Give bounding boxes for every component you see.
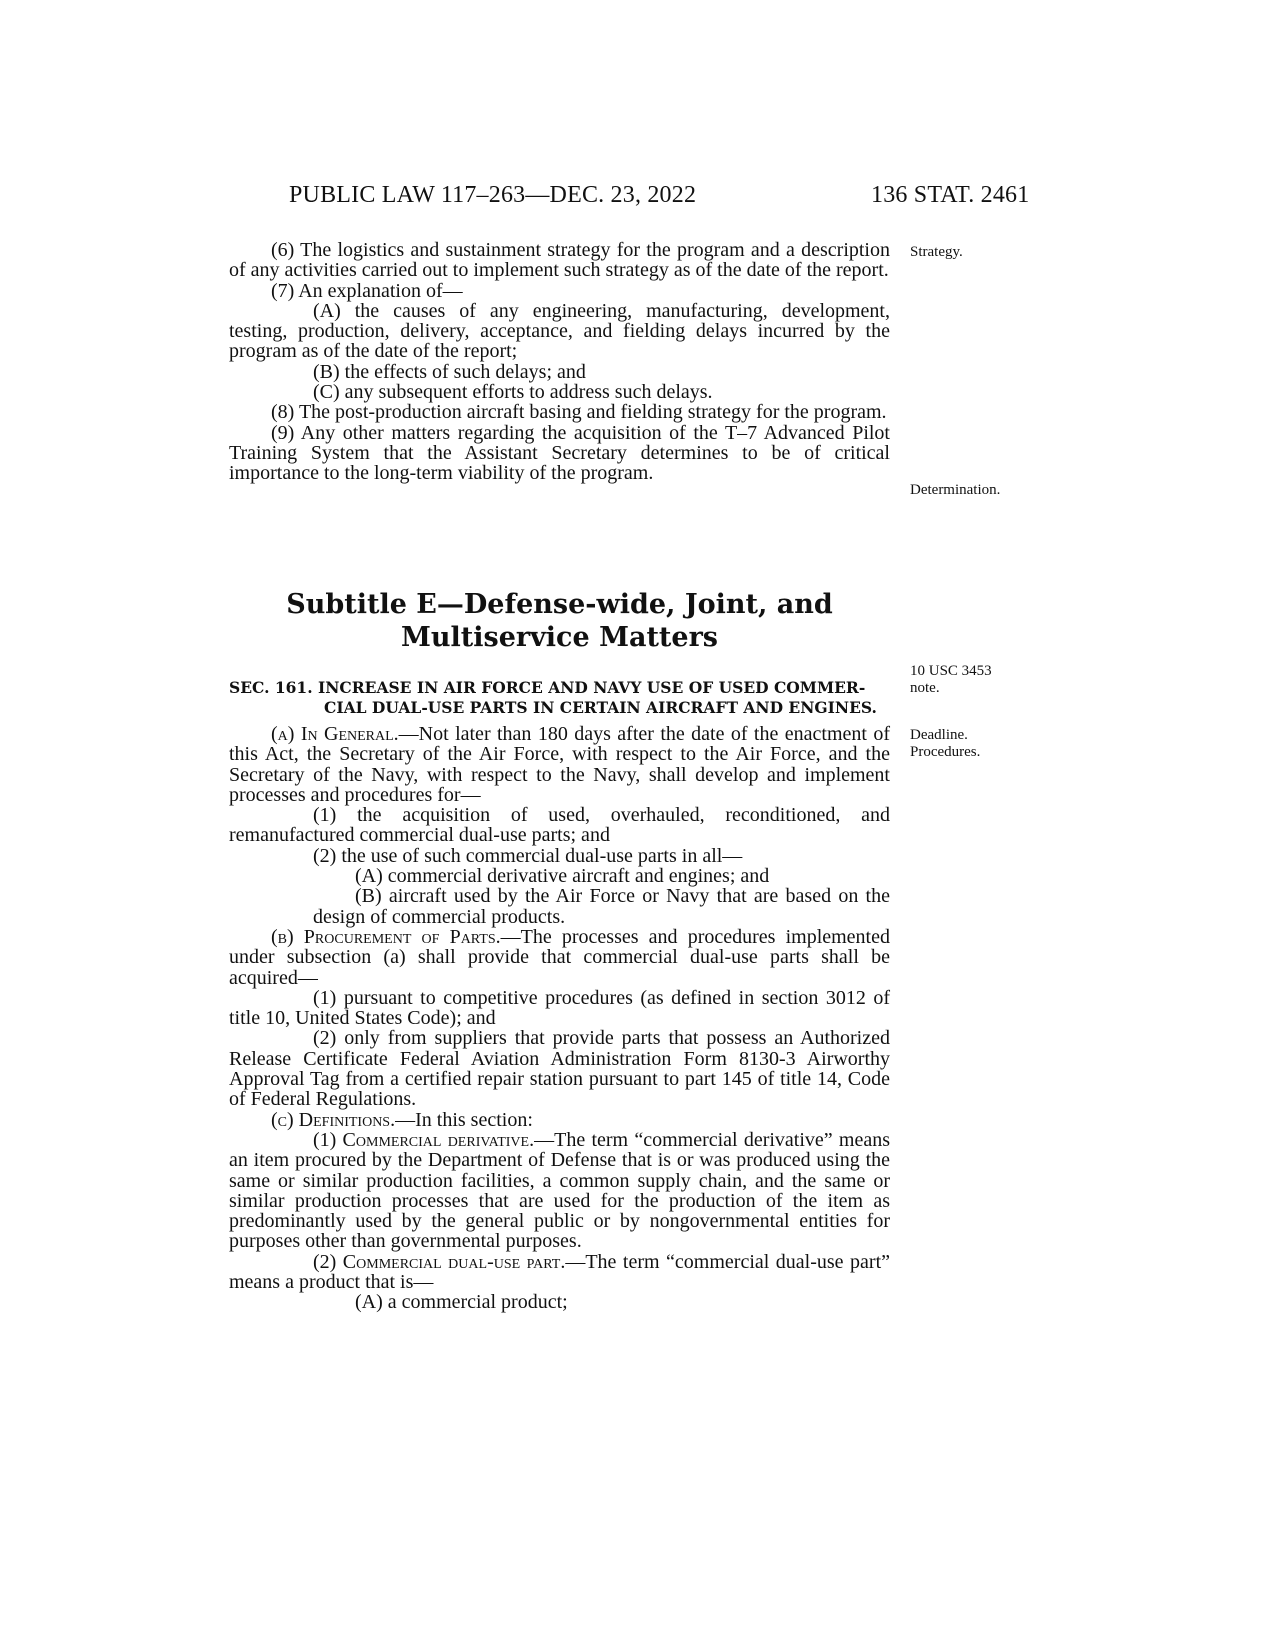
margin-note-usc <box>910 663 992 696</box>
paragraph-6: (6) The logistics and sustainment strategy for the program and a description of any activities carried out to implement such strategy as of the date of the report. <box>229 239 890 282</box>
subsection-a-label: (a) In General. <box>271 723 399 745</box>
paragraph-7c: (C) any subsequent efforts to address such delays. <box>313 381 713 404</box>
definition-c1-text: —The term “commercial derivative” means an item procured by the Department of Defense that is or was produced using the same or similar production facilities, a common supply chain, and the same or similar production processes that are used for the production of the item as predominantly used by the general public or by nongovernmental entities for purposes other than governmental purposes. <box>229 1128 891 1253</box>
subsection-a-text: —Not later than 180 days after the date of the enactment of this Act, the Secretary of the Air Force, with respect to the Air Force, and the Secretary of the Navy, with respect to the Navy, shall develop and implement processes and procedures for— <box>229 723 891 806</box>
subsection-c <box>229 1110 890 1130</box>
paragraph-7: (7) An explanation of— <box>271 279 463 302</box>
section-body <box>229 724 890 1313</box>
statute-page-number: 136 STAT. 2461 <box>871 182 1030 208</box>
section-heading-line-1: SEC. 161. INCREASE IN AIR FORCE AND NAVY USE OF USED COMMER- <box>229 678 866 697</box>
paragraph-9: (9) Any other matters regarding the acquisition of the T–7 Advanced Pilot Training System that the Assistant Secretary determines to be of critical importance to the long-term viability of the program. <box>229 421 890 485</box>
definition-c2 <box>229 1252 890 1293</box>
margin-note-determination: Determination. <box>910 482 1001 498</box>
paragraph-a2: (2) the use of such commercial dual-use parts in all— <box>313 844 743 867</box>
section-heading-rest: CIAL DUAL-USE PARTS IN CERTAIN AIRCRAFT AND ENGINES. <box>324 697 877 717</box>
subsection-c-text: —In this section: <box>395 1108 533 1131</box>
margin-note-procedures: Procedures. <box>910 743 981 760</box>
paragraph-b1: (1) pursuant to competitive procedures (as defined in section 3012 of title 10, United States Code); and <box>229 986 890 1030</box>
margin-note-deadline-procedures <box>910 727 980 760</box>
subsection-b <box>229 927 890 988</box>
subtitle-line-1: Subtitle E—Defense-wide, Joint, and <box>286 589 833 620</box>
margin-note-strategy: Strategy. <box>910 244 963 260</box>
margin-note-deadline: Deadline. <box>910 727 968 743</box>
definition-c1-label: (1) Commercial derivative. <box>313 1128 535 1151</box>
paragraph-a1: (1) the acquisition of used, overhauled, reconditioned, and remanufactured commercial dual-use parts; and <box>229 804 890 847</box>
subtitle-line-2: Multiservice Matters <box>401 622 718 653</box>
definition-c2A: (A) a commercial product; <box>355 1291 568 1314</box>
top-paragraphs <box>229 240 890 484</box>
running-head-title: PUBLIC LAW 117–263—DEC. 23, 2022 <box>289 182 697 208</box>
definition-c1 <box>229 1130 890 1252</box>
paragraph-b2: (2) only from suppliers that provide parts that possess an Authorized Release Certificate Federal Aviation Administration Form 8130-3 Airworthy Approval Tag from a certified repair station pursuant to part 145 of title 14, Code of Federal Regulations. <box>229 1027 890 1111</box>
page-header <box>0 182 1275 214</box>
definition-c2-label: (2) Commercial dual-use part. <box>313 1250 566 1273</box>
paragraph-7b: (B) the effects of such delays; and <box>313 360 586 383</box>
paragraph-7a: (A) the causes of any engineering, manufacturing, development, testing, production, delivery, acceptance, and fielding delays incurred by the program as of the date of the report; <box>229 299 890 363</box>
paragraph-8: (8) The post-production aircraft basing and fielding strategy for the program. <box>271 401 887 424</box>
subsection-b-text: —The processes and procedures implemented under subsection (a) shall provide that commercial dual-use parts shall be acquired— <box>229 925 890 989</box>
section-heading <box>229 678 890 717</box>
subsection-c-label: (c) Definitions. <box>271 1108 396 1131</box>
margin-note-usc-line-1: 10 USC 3453 <box>910 663 992 679</box>
margin-note-usc-line-2: note. <box>910 679 940 696</box>
paragraph-a2B: (B) aircraft used by the Air Force or Navy that are based on the design of commercial products. <box>313 885 890 928</box>
definition-c2-text: —The term “commercial dual-use part” means a product that is— <box>229 1250 890 1294</box>
paragraph-a2A: (A) commercial derivative aircraft and engines; and <box>355 865 770 888</box>
subsection-b-label: (b) Procurement of Parts. <box>271 925 501 948</box>
subsection-a <box>229 724 890 805</box>
subtitle-heading <box>229 588 890 654</box>
